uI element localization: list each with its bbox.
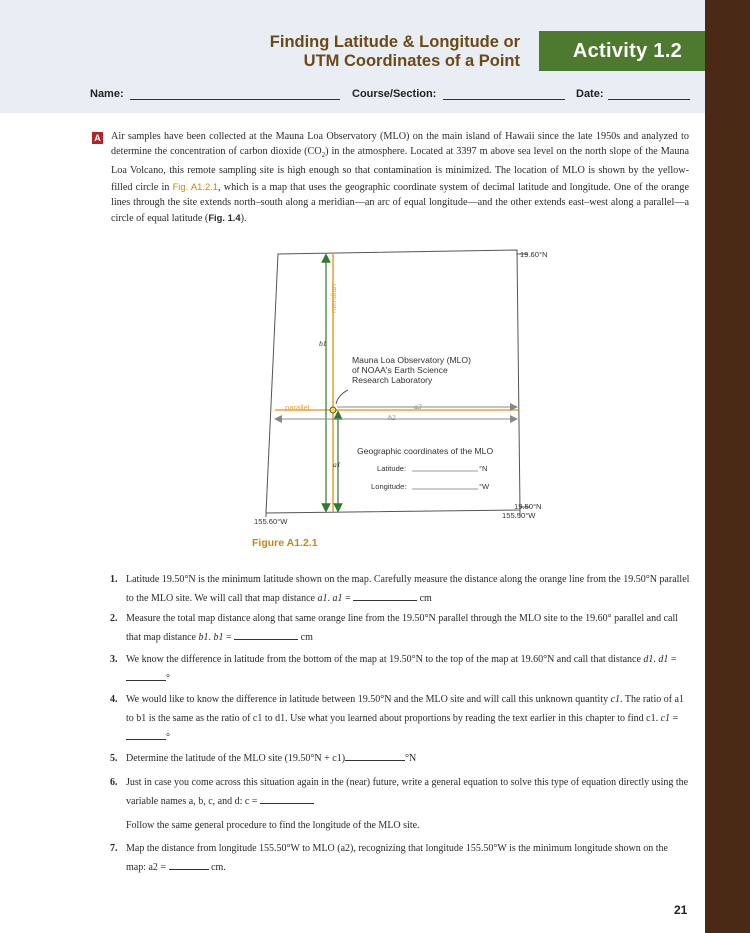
- book-spine-edge: [705, 0, 750, 933]
- question-6: 6. Just in case you come across this situation again in the (near) future, write a general equation to solve this type of equation directly using the variable names a, b, c, and d: c =: [110, 777, 689, 807]
- section-a-badge: A: [92, 132, 103, 144]
- figure-link[interactable]: Fig. A1.2.1: [172, 180, 219, 192]
- answer-blank-equation[interactable]: [260, 794, 314, 804]
- geo-coords-title: Geographic coordinates of the MLO: [357, 446, 494, 456]
- date-label: Date:: [576, 88, 604, 100]
- intro-paragraph: Air samples have been collected at the Mauna Loa Observatory (MLO) on the main island of Hawaii since the late 1950s and analyzed to determine the concentration of carbon dioxide $(CO_2)$ in the atmosphere. Located at 3397 m above sea level on the north slope of the Mauna Loa Volcano, this remote sampling site is high enough so that contamination is minimized. The location of MLO is shown by the yellow-filled circle in Fig. A1.2.1, which is a map that uses the geographic coordinate system of decimal latitude and longitude. One of the orange lines through the site extends north–south along a meridian—an arc of equal longitude—and the other extends east–west along a parallel—a circle of equal latitude (Fig. 1.4).: [111, 131, 690, 225]
- answer-blank-d1[interactable]: [126, 671, 166, 681]
- course-label: Course/Section:: [352, 88, 437, 100]
- b1-label: b1: [319, 339, 327, 348]
- mlo-site-marker: [330, 407, 336, 413]
- meridian-label: meridian: [329, 283, 338, 313]
- longitude-label: Longitude:: [371, 482, 407, 491]
- lat-top-label: 19.60°N: [520, 250, 548, 259]
- answer-blank-a2[interactable]: [169, 860, 209, 870]
- b2-label: b2: [388, 413, 396, 422]
- answer-blank-c1[interactable]: [126, 730, 166, 740]
- figure-1-4-link[interactable]: Fig. 1.4: [208, 212, 241, 224]
- procedure-note: Follow the same general procedure to find the longitude of the MLO site.: [126, 820, 420, 831]
- question-1: 1. Latitude 19.50°N is the minimum latitude shown on the map. Carefully measure the distance along the orange line from the 19.50°N parallel to the MLO site. We will call that map distance a1. a1 = cm: [110, 574, 690, 604]
- mlo-label: Mauna Loa Observatory (MLO) of NOAA's Earth Science Research Laboratory: [352, 355, 471, 385]
- answer-blank-latitude[interactable]: [345, 751, 405, 761]
- latitude-label: Latitude:: [377, 464, 407, 473]
- lat-bottom-label: 19.50°N: [514, 502, 542, 511]
- title-line-1: Finding Latitude & Longitude or: [269, 33, 520, 51]
- question-7: 7. Map the distance from longitude 155.50°W to MLO (a2), recognizing that longitude 155.50°W is the minimum longitude shown on the map: a2 = cm.: [110, 843, 668, 873]
- title-line-2: UTM Coordinates of a Point: [303, 52, 520, 70]
- longitude-unit: °W: [479, 482, 490, 491]
- mlo-leader-line: [336, 390, 348, 404]
- answer-blank-a1[interactable]: [353, 591, 417, 601]
- answer-blank-b1[interactable]: [234, 630, 298, 640]
- a1-label: a1: [333, 460, 341, 469]
- question-5: 5. Determine the latitude of the MLO site (19.50°N + c1) °N: [110, 753, 417, 764]
- lon-left-label: 155.60°W: [254, 517, 288, 526]
- page-number: 21: [674, 903, 688, 917]
- question-2: 2. Measure the total map distance along that same orange line from the 19.50°N parallel through the MLO site to the 19.60° parallel and call that map distance b1. b1 = cm: [110, 613, 678, 643]
- question-3: 3. We know the difference in latitude from the bottom of the map at 19.50°N to the top of the map at 19.60°N and call that distance d1. d1 = °: [110, 654, 677, 684]
- figure-caption: Figure A1.2.1: [252, 537, 318, 549]
- lon-right-label: 155.50°W: [502, 511, 536, 520]
- question-4: 4. We would like to know the difference in latitude between 19.50°N and the MLO site and will call this unknown quantity c1. The ratio of a1 to b1 is the same as the ratio of c1 to d1. Use what you learned about proportions by reading the text earlier in this chapter to find c1. c1 = °: [110, 694, 684, 743]
- latitude-unit: °N: [479, 464, 488, 473]
- activity-label: Activity 1.2: [572, 39, 683, 62]
- parallel-label: parallel: [285, 403, 310, 412]
- name-label: Name:: [90, 88, 124, 100]
- a2-label: a2: [414, 402, 422, 411]
